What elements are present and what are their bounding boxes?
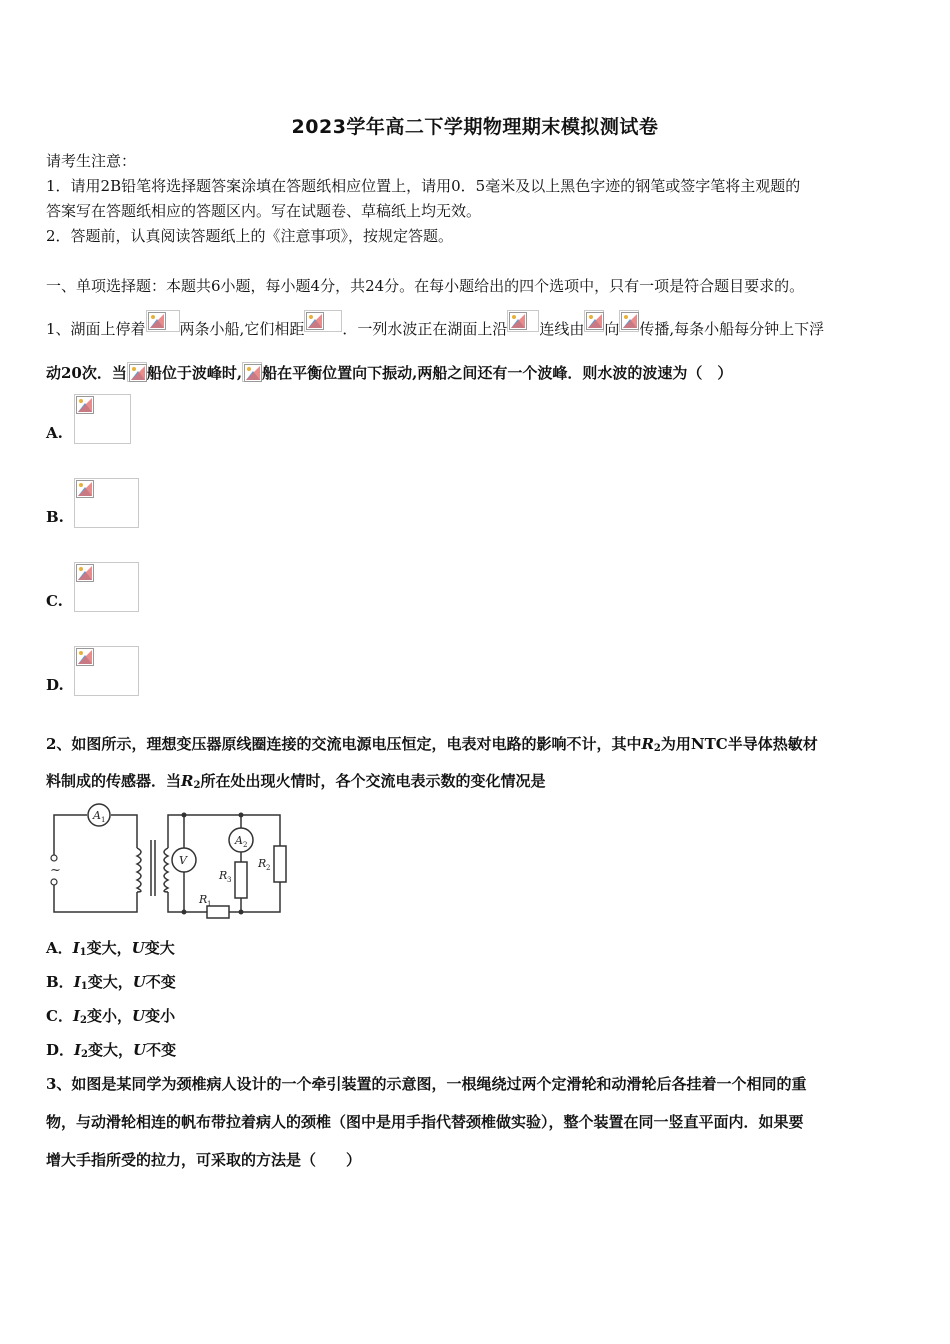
transformer-circuit-diagram [44, 800, 294, 920]
q2-option-b-label: B． [46, 973, 74, 991]
q1-option-b-label[interactable]: B. [46, 508, 64, 526]
broken-image-icon [76, 648, 94, 666]
q2-option-c-text1: 变小， [86, 1007, 132, 1025]
q2-option-a-label: A． [46, 939, 73, 957]
q2-option-b[interactable] [46, 971, 176, 998]
q2-option-a-u: U [131, 939, 145, 957]
question-2-line-2 [46, 770, 545, 797]
broken-image-icon [76, 564, 94, 582]
resistor-r1-sub: 1 [207, 900, 212, 908]
q2-option-a-text1: 变大， [86, 939, 132, 957]
q1-text-4: 连线由 [539, 320, 585, 338]
q2-option-c-text2: 变小 [145, 1007, 176, 1025]
broken-image-icon [242, 362, 262, 382]
broken-image-icon [146, 310, 180, 332]
notice-line-2: 2．答题前，认真阅读答题纸上的《注意事项》，按规定答题。 [46, 227, 454, 245]
q2-option-d-u: U [133, 1041, 147, 1059]
ammeter-a1-sub: 1 [101, 816, 106, 824]
ammeter-a2-sub: 2 [243, 841, 248, 849]
q2-option-c[interactable] [46, 1005, 175, 1032]
q2-option-b-var: I [73, 973, 81, 991]
q2-text-1b: 为用NTC半导体热敏材 [660, 735, 818, 753]
q2-text-2b: 所在处出现火情时，各个交流电表示数的变化情况是 [200, 772, 546, 790]
q2-r2-var-2: R [181, 772, 194, 790]
page-title: 2023学年高二下学期物理期末模拟测试卷 [291, 116, 659, 138]
q2-text-2a: 料制成的传感器．当 [46, 772, 182, 790]
q1-text-1: 1、湖面上停着 [46, 320, 146, 338]
section-heading: 一、单项选择题：本题共6小题，每小题4分，共24分。在每小题给出的四个选项中，只有一项是符合题目要求的。 [46, 277, 805, 295]
q2-option-a-sub: 1 [79, 947, 87, 958]
q2-option-d-var: I [74, 1041, 82, 1059]
q2-option-d-sub: 2 [81, 1049, 89, 1060]
q1-text-7: 动20次．当 [46, 364, 127, 382]
q1-option-a-image[interactable] [74, 394, 131, 444]
ac-source-symbol: ~ [50, 863, 61, 878]
ammeter-a1-label: A [93, 809, 101, 822]
q2-option-c-var: I [72, 1007, 80, 1025]
question-2-line-1 [46, 733, 818, 760]
q2-option-a-text2: 变大 [144, 939, 175, 957]
notice-heading: 请考生注意： [46, 152, 137, 170]
resistor-r1-label: R [199, 893, 208, 906]
question-3-line-3: 增大手指所受的拉力，可采取的方法是（ ） [46, 1151, 362, 1169]
q1-option-c-image[interactable] [74, 562, 139, 612]
q1-text-3: ．一列水波正在湖面上沿 [342, 320, 508, 338]
resistor-r3-label: R [219, 869, 228, 882]
question-3-line-2: 物，与动滑轮相连的帆布带拉着病人的颈椎（图中是用手指代替颈椎做实验），整个装置在同一竖直平面内．如果要 [46, 1113, 804, 1131]
q1-option-b-image[interactable] [74, 478, 139, 528]
q1-option-c-label[interactable]: C. [46, 592, 63, 610]
q2-r2-var: R [641, 735, 654, 753]
broken-image-icon [507, 310, 539, 332]
q2-option-c-u: U [131, 1007, 146, 1025]
broken-image-icon [127, 362, 147, 382]
q1-text-6: 传播,每条小船每分钟上下浮 [639, 320, 825, 338]
q2-r2-sub: 2 [653, 743, 661, 754]
broken-image-icon [304, 310, 342, 332]
q1-text-8: 船位于波峰时, [146, 364, 243, 382]
q2-text-1a: 2、如图所示，理想变压器原线圈连接的交流电源电压恒定，电表对电路的影响不计，其中 [46, 735, 642, 753]
resistor-r2-label: R [258, 857, 267, 870]
q2-option-b-text1: 变大， [87, 973, 133, 991]
q1-option-a-label[interactable]: A. [46, 424, 63, 442]
q2-r2-sub-2: 2 [193, 780, 201, 791]
q1-option-d-image[interactable] [74, 646, 139, 696]
q2-option-d-label: D． [46, 1041, 75, 1059]
q2-option-b-sub: 1 [80, 981, 88, 992]
question-1-line-2 [46, 362, 732, 384]
q2-option-a[interactable] [46, 937, 175, 964]
ammeter-a2-label: A [235, 834, 243, 847]
q2-option-c-sub: 2 [79, 1015, 87, 1026]
q1-text-5: 向 [604, 320, 620, 338]
q2-option-d-text1: 变大， [88, 1041, 134, 1059]
broken-image-icon [76, 480, 94, 498]
question-3-line-1: 3、如图是某同学为颈椎病人设计的一个牵引装置的示意图，一根绳绕过两个定滑轮和动滑轮后各挂着一个相同的重 [46, 1075, 807, 1093]
q1-option-d-label[interactable]: D. [46, 676, 64, 694]
q2-option-c-label: C． [46, 1007, 73, 1025]
broken-image-icon [76, 396, 94, 414]
q1-text-2: 两条小船,它们相距 [179, 320, 305, 338]
q2-option-b-text2: 不变 [145, 973, 176, 991]
q2-option-d-text2: 不变 [146, 1041, 177, 1059]
resistor-r3-sub: 3 [227, 876, 232, 884]
notice-line-1b: 答案写在答题纸相应的答题区内。写在试题卷、草稿纸上均无效。 [46, 202, 482, 220]
voltmeter-label: V [179, 854, 187, 867]
q2-option-b-u: U [132, 973, 146, 991]
notice-line-1a: 1．请用2B铅笔将选择题答案涂填在答题纸相应位置上，请用0．5毫米及以上黑色字迹的钢笔或签字笔将主观题的 [46, 177, 801, 195]
q2-option-d[interactable] [46, 1039, 176, 1066]
broken-image-icon [619, 310, 639, 332]
resistor-r2-sub: 2 [266, 864, 271, 872]
q2-option-a-var: I [72, 939, 80, 957]
question-1-line-1 [46, 310, 824, 340]
broken-image-icon [584, 310, 604, 332]
q1-text-9: 船在平衡位置向下振动,两船之间还有一个波峰．则水波的波速为（ ） [262, 364, 733, 382]
